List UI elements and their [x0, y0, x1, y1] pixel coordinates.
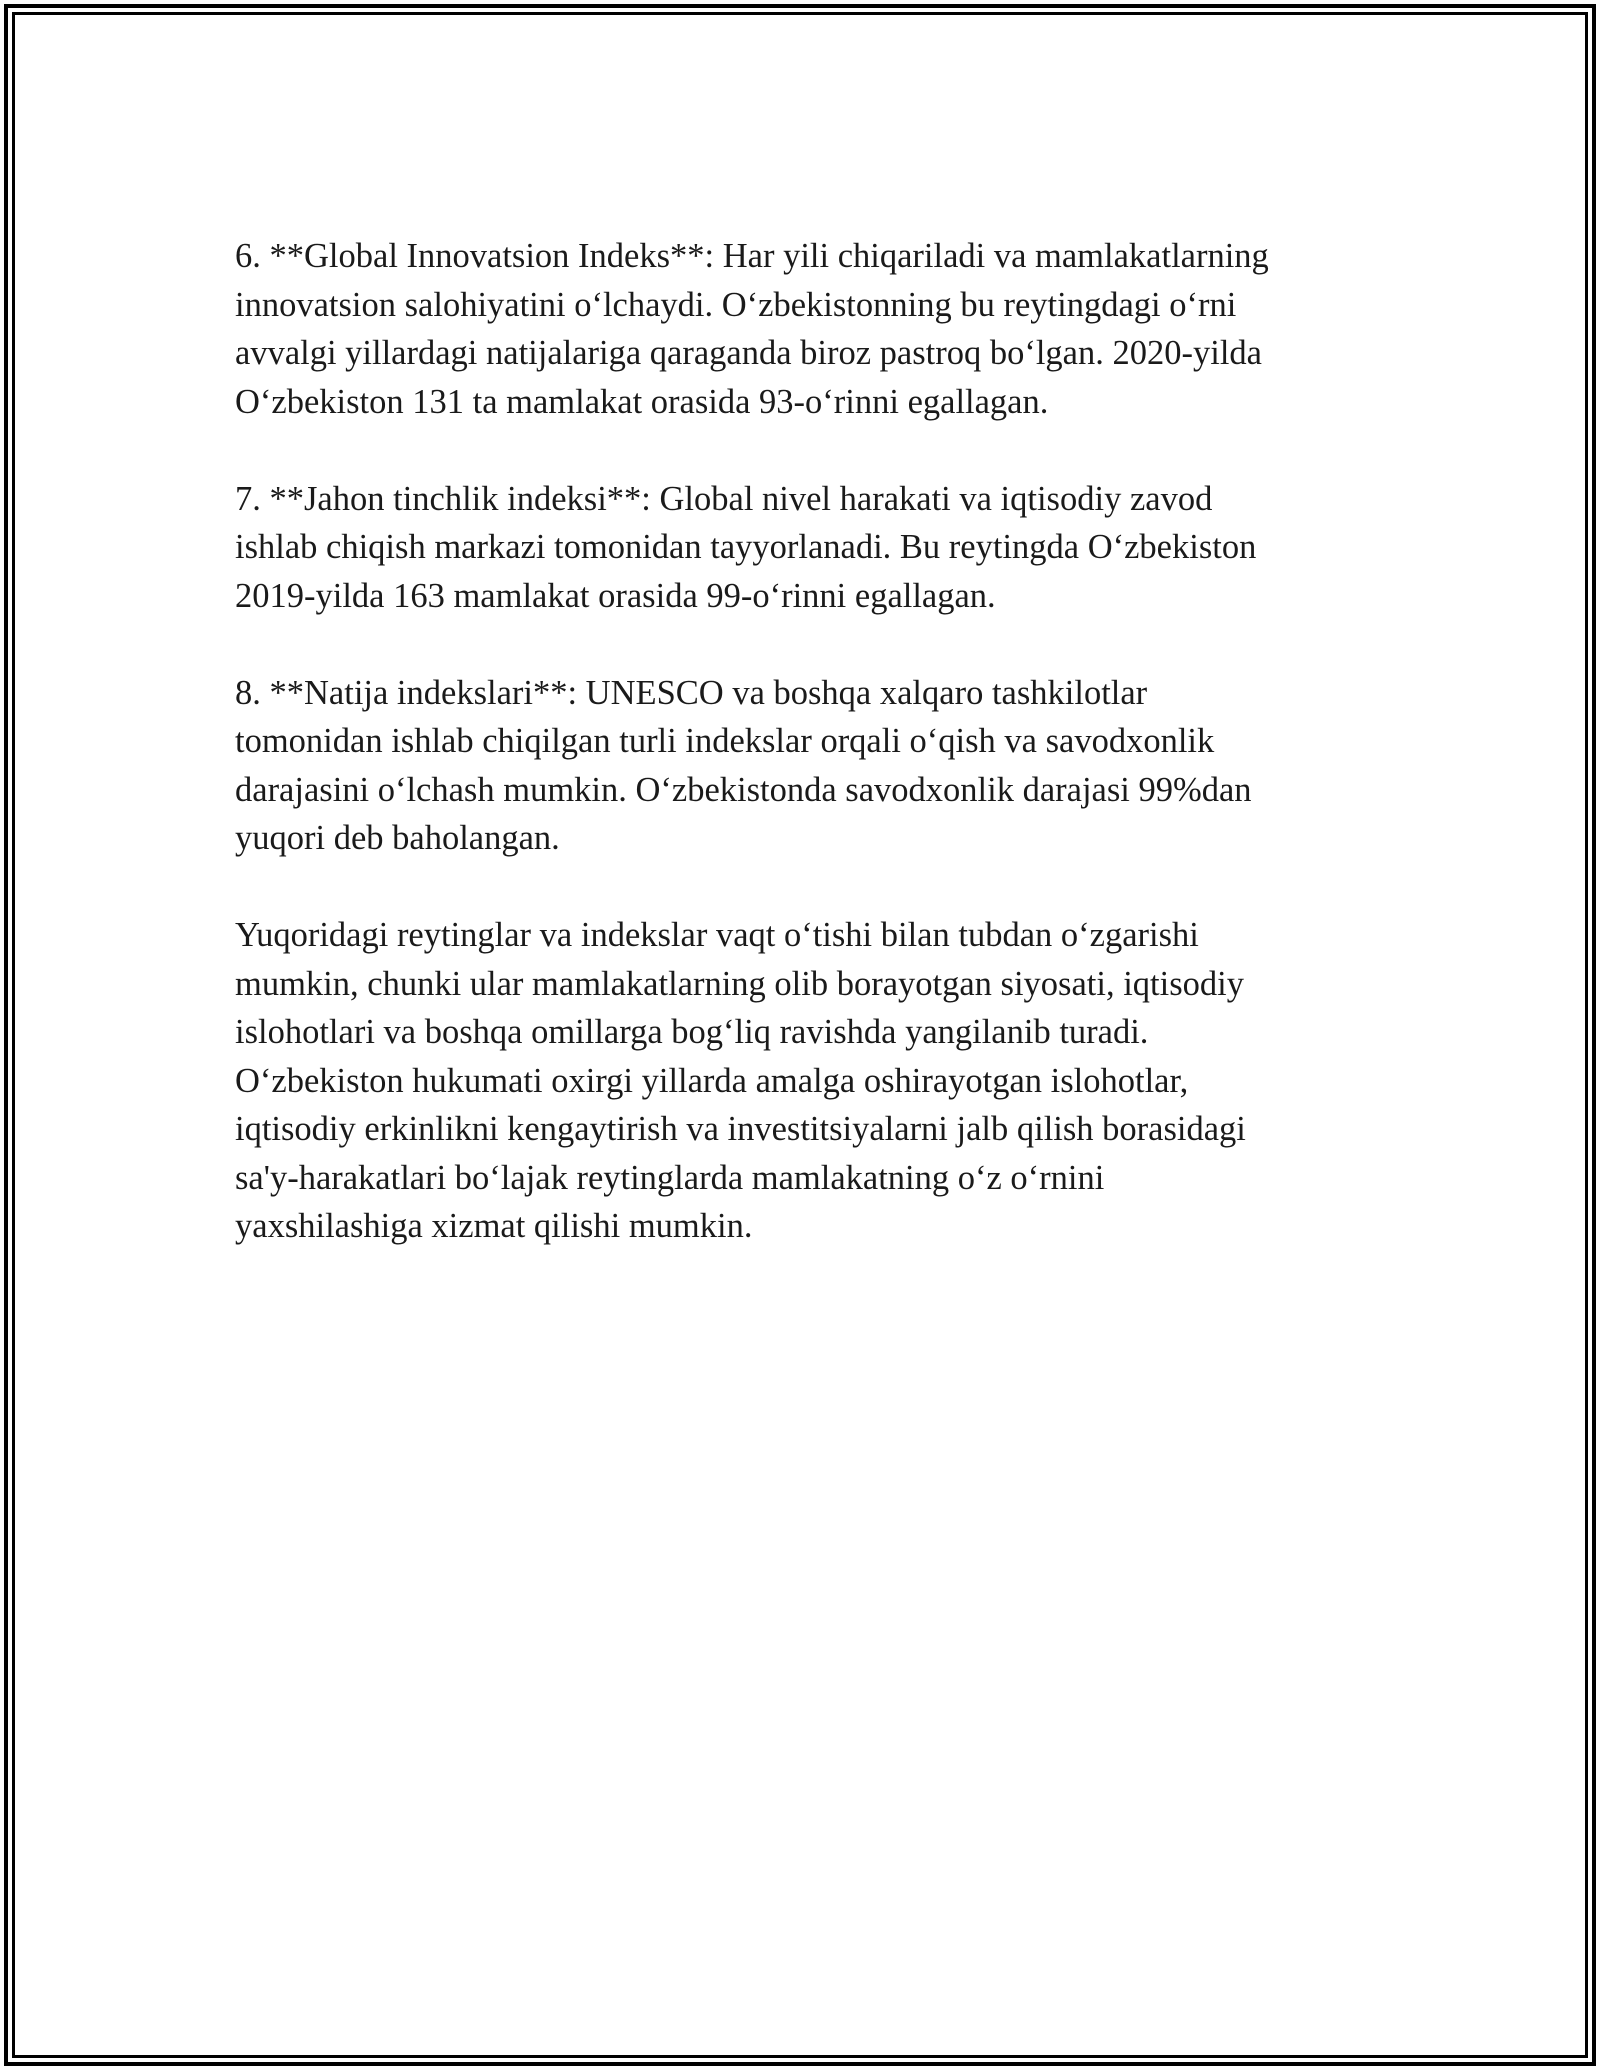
text-line: yaxshilashiga xizmat qilishi mumkin.: [235, 1207, 753, 1245]
text-line: islohotlari va boshqa omillarga bog‘liq ravishda yangilanib turadi.: [235, 1013, 1149, 1051]
text-line: 7. **Jahon tinchlik indeksi**: Global nivel harakati va iqtisodiy zavod: [235, 479, 1213, 518]
paragraph-conclusion: [235, 911, 1365, 1251]
paragraph-global-innovation-index: [235, 232, 1365, 426]
text-line: tomonidan ishlab chiqilgan turli indekslar orqali o‘qish va savodxonlik: [235, 722, 1215, 760]
text-line: Yuqoridagi reytinglar va indekslar vaqt o‘tishi bilan tubdan o‘zgarishi: [235, 916, 1199, 954]
paragraph-outcome-indices: [235, 669, 1365, 863]
text-line: O‘zbekiston 131 ta mamlakat orasida 93-o‘rinni egallagan.: [235, 382, 1049, 421]
text-line: iqtisodiy erkinlikni kengaytirish va investitsiyalarni jalb qilish borasidagi: [235, 1110, 1246, 1148]
text-line: ishlab chiqish markazi tomonidan tayyorlanadi. Bu reytingda O‘zbekiston: [235, 528, 1257, 566]
paragraph-global-peace-index: [235, 475, 1365, 621]
text-line: mumkin, chunki ular mamlakatlarning olib borayotgan siyosati, iqtisodiy: [235, 964, 1244, 1003]
text-line: darajasini o‘lchash mumkin. O‘zbekistonda savodxonlik darajasi 99%dan: [235, 770, 1252, 809]
text-line: 8. **Natija indekslari**: UNESCO va boshqa xalqaro tashkilotlar: [235, 673, 1148, 712]
text-line: 6. **Global Innovatsion Indeks**: Har yili chiqariladi va mamlakatlarning: [235, 237, 1269, 275]
text-line: sa'y-harakatlari bo‘lajak reytinglarda mamlakatning o‘z o‘rnini: [235, 1158, 1105, 1197]
text-line: avvalgi yillardagi natijalariga qaraganda biroz pastroq bo‘lgan. 2020-yilda: [235, 334, 1262, 372]
document-body: [235, 232, 1365, 1299]
text-line: 2019-yilda 163 mamlakat orasida 99-o‘rinni egallagan.: [235, 576, 996, 615]
text-line: O‘zbekiston hukumati oxirgi yillarda amalga oshirayotgan islohotlar,: [235, 1061, 1189, 1100]
text-line: innovatsion salohiyatini o‘lchaydi. O‘zbekistonning bu reytingdagi o‘rni: [235, 285, 1237, 324]
text-line: yuqori deb baholangan.: [235, 819, 560, 857]
